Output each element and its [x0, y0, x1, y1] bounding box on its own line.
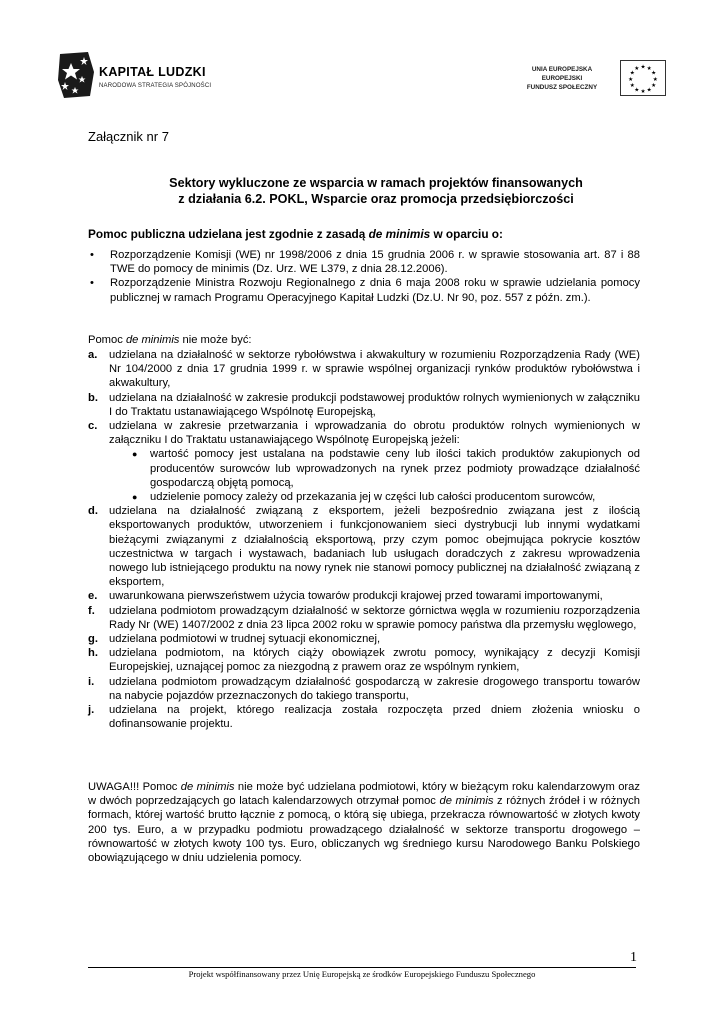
exclusion-item-b	[88, 391, 640, 419]
item-text: udzielana na działalność w zakresie produkcji podstawowej produktów rolnych wymienionych w załączniku I do Traktatu ustanawiającego Wspólnotę Europejską,	[109, 391, 640, 418]
eu-flag-icon	[620, 60, 666, 96]
eu-logo-text	[513, 66, 611, 92]
lead-sentence	[88, 227, 503, 241]
item-text: udzielana podmiotowi w trudnej sytuacji ekonomicznej,	[109, 633, 381, 646]
item-marker: h.	[88, 647, 98, 660]
exclusion-item-e	[88, 589, 640, 603]
svg-text:★: ★	[646, 66, 652, 73]
regulation-item	[88, 276, 640, 304]
item-marker: i.	[88, 675, 95, 688]
exclusion-item-a	[88, 348, 640, 391]
bullet-icon: ●	[132, 492, 138, 503]
exclusion-item-f	[88, 604, 640, 632]
subitem-text: wartość pomocy jest ustalana na podstawie ceny lub ilości takich produktów zakupionych od producentów surowców lub wprowadzonych na rynek przez podmioty prowadzące działalność gospodarczą objętą pomocą,	[150, 448, 640, 489]
regulation-item	[88, 248, 640, 276]
eu-logo-line2: EUROPEJSKI	[541, 74, 583, 82]
kapital-ludzki-icon	[54, 50, 98, 100]
item-text: udzielana na działalność związaną z eksportem, jeżeli bezpośrednio związana jest z ilością eksportowanych produktów, utworzeniem i funkcjonowaniem sieci dystrybucji lub innymi wydatkami bieżącymi związanymi z działalnością eksportową, przy czym pomoc obejmująca pokrycie kosztów uczestnictwa w targach i wystawach, badaniach lub usługach doradczych z zakresu wprowadzenia nowego lub istniejącego produktu na nowy rynek nie stanowi pomocy publicznej na działalność związaną z eksportem,	[109, 505, 640, 589]
item-marker: b.	[88, 391, 98, 404]
item-marker: f.	[88, 604, 95, 617]
warning-italic-2: de minimis	[439, 795, 494, 808]
regulation-text: Rozporządzenie Ministra Rozwoju Regionalnego z dnia 6 maja 2008 roku w sprawie udzielania pomocy publicznej w ramach Programu Operacyjnego Kapitał Ludzki (Dz.U. Nr 90, poz. 557 z późn. zm.).	[110, 277, 640, 304]
bullet-icon: •	[90, 249, 94, 261]
bullet-icon: •	[90, 277, 94, 290]
item-text: udzielana podmiotom, na których ciąży obowiązek zwrotu pomocy, wynikający z decyzji Komisji Europejskiej, uznającej pomoc za niezgodną z prawem oraz ze wspólnym rynkiem,	[109, 647, 640, 674]
exclusion-item-d	[88, 504, 640, 589]
warning-paragraph	[88, 780, 640, 865]
logo-subtitle: NARODOWA STRATEGIA SPÓJNOŚCI	[99, 83, 212, 89]
exclusions-list	[88, 348, 640, 731]
exclusion-item-h	[88, 646, 640, 674]
svg-text:★: ★	[651, 82, 657, 89]
exclusion-item-c	[88, 419, 640, 447]
exclusion-subitem	[88, 447, 640, 490]
annex-label: Załącznik nr 7	[88, 129, 169, 144]
item-text: udzielana na projekt, którego realizacja została rozpoczęta przed dniem złożenia wniosku o dofinansowanie projektu.	[109, 704, 640, 731]
warning-part-3: z różnych źródeł i w różnych formach, której wartość brutto łącznie z pomocą, o którą się ubiega, przekracza równowartość w złotych kwoty 200 tys. Euro, a w przypadku podmiotu prowadzącego działalność w sektorze transportu drogowego – równowartość w złotych kwoty 100 tys. Euro, obliczanych wg średniego kursu Narodowego Banku Polskiego obowiązującego w dniu udzielenia pomocy.	[88, 795, 640, 865]
footer-text: Projekt współfinansowany przez Unię Europejską ze środków Europejskiego Funduszu Społecznego	[188, 969, 536, 979]
item-marker: j.	[88, 704, 95, 717]
item-marker: d.	[88, 505, 98, 518]
item-text: udzielana w zakresie przetwarzania i wprowadzania do obrotu produktów rolnych wymienionych w załączniku I do Traktatu ustanawiającego Wspólnotę Europejską jeżeli:	[109, 420, 640, 447]
title-line-2: z działania 6.2. POKL, Wsparcie oraz promocja przedsiębiorczości	[178, 192, 574, 206]
item-marker: g.	[88, 633, 98, 646]
svg-text:★: ★	[646, 87, 652, 94]
svg-text:★: ★	[634, 87, 640, 94]
exclusion-subitem	[88, 490, 640, 504]
lead-suffix: w oparciu o:	[430, 227, 503, 241]
subitem-text: udzielenie pomocy zależy od przekazania jej w części lub całości producentom surowców,	[150, 491, 596, 504]
item-marker: a.	[88, 349, 98, 361]
svg-text:★: ★	[628, 76, 634, 83]
svg-text:★: ★	[640, 89, 646, 96]
exclusion-item-j	[88, 703, 640, 731]
regulation-text: Rozporządzenie Komisji (WE) nr 1998/2006 z dnia 15 grudnia 2006 r. w sprawie stosowania art. 87 i 88 TWE do pomocy de minimis (Dz. Urz. WE L379, z dnia 28.12.2006).	[110, 249, 640, 276]
title-line-1: Sektory wykluczone ze wsparcia w ramach projektów finansowanych	[169, 176, 583, 190]
svg-text:★: ★	[652, 76, 658, 83]
lead-italic: de minimis	[368, 227, 431, 241]
intro-suffix: nie może być:	[179, 334, 252, 346]
logo-title: KAPITAŁ LUDZKI	[99, 65, 206, 79]
item-marker: e.	[88, 590, 98, 603]
document-title	[100, 175, 652, 207]
item-text: udzielana na działalność w sektorze rybołówstwa i akwakultury w rozumieniu Rozporządzenia Rady (WE) Nr 104/2000 z dnia 17 grudnia 1999 r. w sprawie wspólnej organizacji rynków produktów rybołówstwa i akwakultury,	[109, 349, 640, 390]
exclusions-intro	[88, 334, 252, 346]
svg-text:★: ★	[629, 82, 635, 89]
eu-logo-line3: FUNDUSZ SPOŁECZNY	[526, 83, 598, 91]
lead-prefix: Pomoc publiczna udzielana jest zgodnie z zasadą	[88, 227, 369, 241]
exclusion-item-g	[88, 632, 640, 646]
svg-text:★: ★	[629, 70, 635, 77]
item-text: udzielana podmiotom prowadzącym działalność gospodarczą w zakresie drogowego transportu towarów na nabycie pojazdów przeznaczonych do takiego transportu,	[109, 675, 640, 702]
intro-prefix: Pomoc	[88, 334, 126, 346]
item-text: udzielana podmiotom prowadzącym działalność w sektorze górnictwa węgla w rozumieniu rozporządzenia Rady Nr (WE) 1407/2002 z dnia 23 lipca 2002 roku w sprawie pomocy państwa dla przemysłu węglowego,	[109, 604, 640, 631]
eu-efs-logo	[510, 60, 668, 100]
intro-italic: de minimis	[125, 334, 180, 346]
warning-part-1: UWAGA!!! Pomoc	[88, 781, 181, 793]
footer-divider	[88, 967, 636, 968]
item-marker: c.	[88, 420, 98, 433]
page-number: 1	[630, 950, 637, 965]
warning-italic-1: de minimis	[180, 781, 235, 793]
warning-part-2: nie może być udzielana podmiotowi, który w bieżącym roku kalendarzowym oraz w dwóch poprzedzających go latach kalendarzowych otrzymał pomoc	[88, 781, 640, 808]
item-text: uwarunkowana pierwszeństwem użycia towarów produkcji krajowej przed towarami importowanymi,	[109, 590, 603, 603]
kapital-ludzki-logo	[54, 50, 229, 104]
svg-text:★: ★	[640, 64, 646, 71]
bullet-icon: ●	[132, 449, 138, 460]
regulation-list	[88, 248, 640, 305]
svg-text:★: ★	[651, 70, 657, 77]
exclusion-item-i	[88, 675, 640, 703]
eu-logo-line1: UNIA EUROPEJSKA	[531, 66, 593, 73]
svg-text:★: ★	[634, 66, 640, 73]
